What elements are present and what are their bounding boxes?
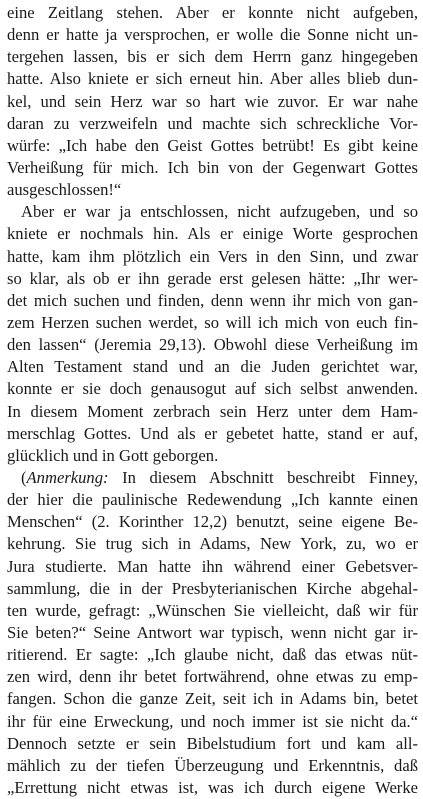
text-line: zen wird, denn ihr betet fortwährend, ohne etwas zu emp-	[7, 667, 418, 687]
note-label: Anmerkung:	[26, 467, 109, 487]
book-page	[7, 2, 418, 799]
text-line: hatte, kam ihm plötzlich ein Vers in den Sinn, und zwar	[7, 246, 418, 266]
text-line: merschlag Gottes. Und als er gebetet hatte, stand er auf,	[7, 423, 418, 443]
text-line: zem Herzen suchen werdet, so will ich mich von euch fin-	[7, 312, 418, 332]
text-line: den lassen“ (Jeremia 29,13). Obwohl diese Verheißung im	[7, 335, 418, 355]
text-line: konnte er sie doch genausogut auf sich selbst anwenden.	[7, 379, 418, 399]
text-line: fangen. Schon die ganze Zeit, seit ich in Adams bin, betet	[7, 689, 418, 709]
text-line: Alten Testament stand und an die Juden gerichtet war,	[7, 357, 418, 377]
text-line: daran zu verzweifeln und machte sich schreckliche Vor-	[7, 113, 418, 133]
text-line: denn er hatte ja versprochen, er wolle die Sonne nicht un-	[7, 25, 418, 45]
paragraph-1	[7, 2, 418, 201]
text-line: det mich suchen und finden, denn wenn ihr mich von gan-	[7, 290, 418, 310]
text-line: ritierend. Er sagte: „Ich glaube nicht, daß das etwas nüt-	[7, 645, 418, 665]
text-line: kniete er nochmals hin. Als er einige Worte gesprochen	[7, 224, 418, 244]
text-line: Jura studierte. Man hatte ihn während einer Gebetsver-	[7, 556, 418, 576]
text-line: Sie beten?“ Seine Antwort war typisch, wenn nicht gar ir-	[7, 622, 418, 642]
text-line: In diesem Moment zerbrach sein Herz unter dem Ham-	[7, 401, 418, 421]
text-line: glücklich und in Gott geborgen.	[7, 445, 219, 465]
text-line: ten wurde, gefragt: „Wünschen Sie vielleicht, daß wir für	[7, 600, 418, 620]
text-line: Aber er war ja entschlossen, nicht aufzugeben, und so	[21, 202, 418, 222]
text-line: kel, und sein Herz war so hart wie zuvor. Er war nahe	[7, 91, 418, 111]
text-line: Dennoch setzte er sein Bibelstudium fort und kam all-	[7, 733, 418, 753]
text-line: ihr für eine Erweckung, und noch immer ist sie nicht da.“	[7, 711, 418, 731]
text-line: Menschen“ (2. Korinther 12,2) benutzt, seine eigene Be-	[7, 512, 418, 532]
text-line: der hier die paulinische Redewendung „Ich kannte einen	[7, 490, 418, 510]
text-line: ausgeschlossen!“	[7, 180, 122, 200]
text-line: Verheißung für mich. Ich bin von der Gegenwart Gottes	[7, 157, 418, 177]
text-line: hatte. Also kniete er sich erneut hin. Aber alles blieb dun-	[7, 69, 418, 89]
text-line: würfe: „Ich habe den Geist Gottes betrübt! Es gibt keine	[7, 135, 418, 155]
text-line: tergehen lassen, bis er sich dem Herrn ganz hingegeben	[7, 47, 418, 67]
paragraph-note	[7, 467, 418, 799]
text-line: so klar, als ob er ihn gerade erst gelesen hätte: „Ihr wer-	[7, 268, 418, 288]
text-line: mählich zu der tiefen Überzeugung und Erkenntnis, daß	[7, 755, 418, 775]
text-line: eine Zeitlang stehen. Aber er konnte nicht aufgeben,	[7, 3, 418, 22]
note-first-line: (Anmerkung: In diesem Abschnitt beschreibt Finney,	[21, 467, 418, 487]
paragraph-2	[7, 201, 418, 467]
text-line: kehrung. Sie trug sich in Adams, New York, zu, wo er	[7, 534, 418, 554]
text-line: „Errettung nicht etwas ist, was ich durch eigene Werke	[7, 777, 418, 797]
text-line: sammlung, die in der Presbyterianischen Kirche abgehal-	[7, 578, 418, 598]
